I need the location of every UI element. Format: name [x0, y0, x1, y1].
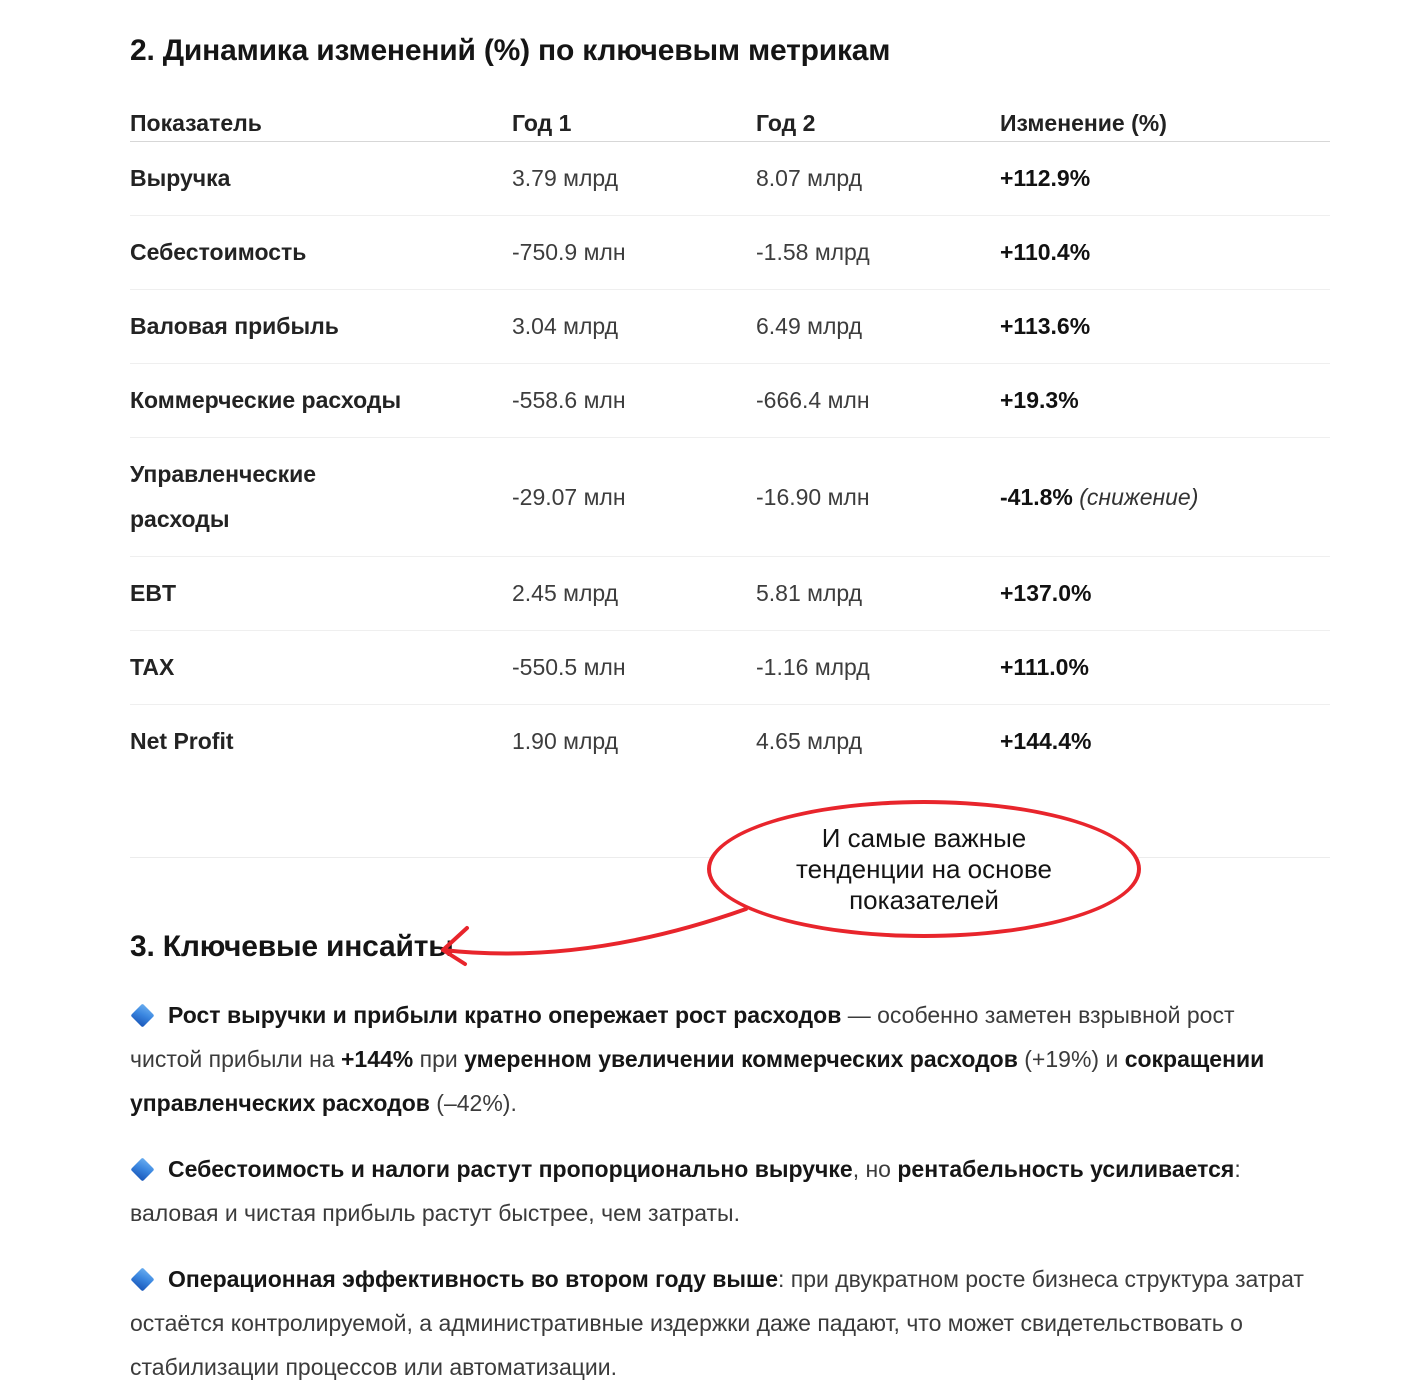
section3-title: 3. Ключевые инсайты: [130, 930, 454, 963]
change-percent: +113.6%: [1000, 313, 1091, 339]
year1-value: 2.45 млрд: [512, 580, 619, 606]
table-row: [130, 142, 1330, 216]
year1-value: -750.9 млн: [512, 239, 626, 265]
table-row: [130, 631, 1330, 705]
year1-value: -550.5 млн: [512, 654, 626, 680]
change-value: [1000, 645, 1330, 690]
change-percent: +112.9%: [1000, 165, 1091, 191]
metric-label: EBT: [130, 580, 176, 606]
table-row: [130, 557, 1330, 631]
year2-value: 8.07 млрд: [756, 165, 863, 191]
change-note: (снижение): [1072, 483, 1199, 510]
table-row: [130, 705, 1330, 778]
year1-value: 1.90 млрд: [512, 728, 619, 754]
year2-value: 5.81 млрд: [756, 580, 863, 606]
metric-label: Net Profit: [130, 728, 234, 754]
change-percent: +111.0%: [1000, 654, 1089, 680]
insight-text: Операционная эффективность во втором году выше: при двукратном росте бизнеса структура затрат остаётся контролируемой, а административные издержки даже падают, что может свидетельствовать о стабилизации процессов или автоматизации.: [130, 1266, 1304, 1380]
year1-value: -558.6 млн: [512, 387, 626, 413]
change-percent: +137.0%: [1000, 580, 1092, 606]
table-header-row: [130, 110, 1330, 142]
header-year2: Год 2: [756, 110, 816, 136]
insight-bullet: [130, 993, 1310, 1125]
annotation-text: И самые важные тенденции на основе показателей: [796, 822, 1052, 915]
metrics-table-body: [130, 142, 1330, 778]
change-value: [1000, 230, 1330, 275]
change-value: [1000, 378, 1330, 423]
table-row: [130, 290, 1330, 364]
insight-text: Рост выручки и прибыли кратно опережает рост расходов — особенно заметен взрывной рост чистой прибыли на +144% при умеренном увеличении коммерческих расходов (+19%) и сокращении управленческих расходов (–42%).: [130, 1002, 1265, 1116]
metric-label: TAX: [130, 654, 175, 680]
year2-value: -1.58 млрд: [756, 239, 870, 265]
change-value: [1000, 156, 1330, 201]
year2-value: -16.90 млн: [756, 483, 870, 510]
year2-value: -666.4 млн: [756, 387, 870, 413]
year1-value: -29.07 млн: [512, 483, 626, 510]
year2-value: 6.49 млрд: [756, 313, 863, 339]
insight-text: Себестоимость и налоги растут пропорционально выручке, но рентабельность усиливается: валовая и чистая прибыль растут быстрее, чем затраты.: [130, 1156, 1241, 1226]
year2-value: -1.16 млрд: [756, 654, 870, 680]
change-value: [1000, 304, 1330, 349]
metric-label: Коммерческие расходы: [130, 387, 402, 413]
change-percent: +19.3%: [1000, 387, 1079, 413]
section2-title: 2. Динамика изменений (%) по ключевым метрикам: [130, 34, 891, 67]
header-year1: Год 1: [512, 110, 572, 136]
year1-value: 3.79 млрд: [512, 165, 619, 191]
blue-diamond-icon: [130, 1267, 154, 1291]
table-row: [130, 216, 1330, 290]
change-percent: +144.4%: [1000, 728, 1092, 754]
header-change: Изменение (%): [1000, 110, 1167, 136]
change-value: [1000, 475, 1330, 520]
metric-label: Себестоимость: [130, 239, 307, 265]
metric-label: Управленческие расходы: [130, 461, 317, 532]
table-row: [130, 364, 1330, 438]
change-value: [1000, 719, 1330, 764]
insight-bullet: [130, 1257, 1310, 1389]
metric-label: Выручка: [130, 165, 231, 191]
year1-value: 3.04 млрд: [512, 313, 619, 339]
metrics-table: [130, 110, 1330, 778]
blue-diamond-icon: [130, 1003, 154, 1027]
change-percent: +110.4%: [1000, 239, 1091, 265]
change-value: [1000, 571, 1330, 616]
insight-bullet: [130, 1147, 1310, 1235]
insights-list: [130, 993, 1330, 1389]
blue-diamond-icon: [130, 1157, 154, 1181]
header-metric: Показатель: [130, 110, 262, 136]
annotation-ellipse: [707, 800, 1141, 938]
change-percent: -41.8%: [1000, 483, 1073, 510]
year2-value: 4.65 млрд: [756, 728, 863, 754]
annotation-arrow-icon: [420, 860, 750, 972]
table-row: [130, 438, 1330, 557]
metric-label: Валовая прибыль: [130, 313, 339, 339]
